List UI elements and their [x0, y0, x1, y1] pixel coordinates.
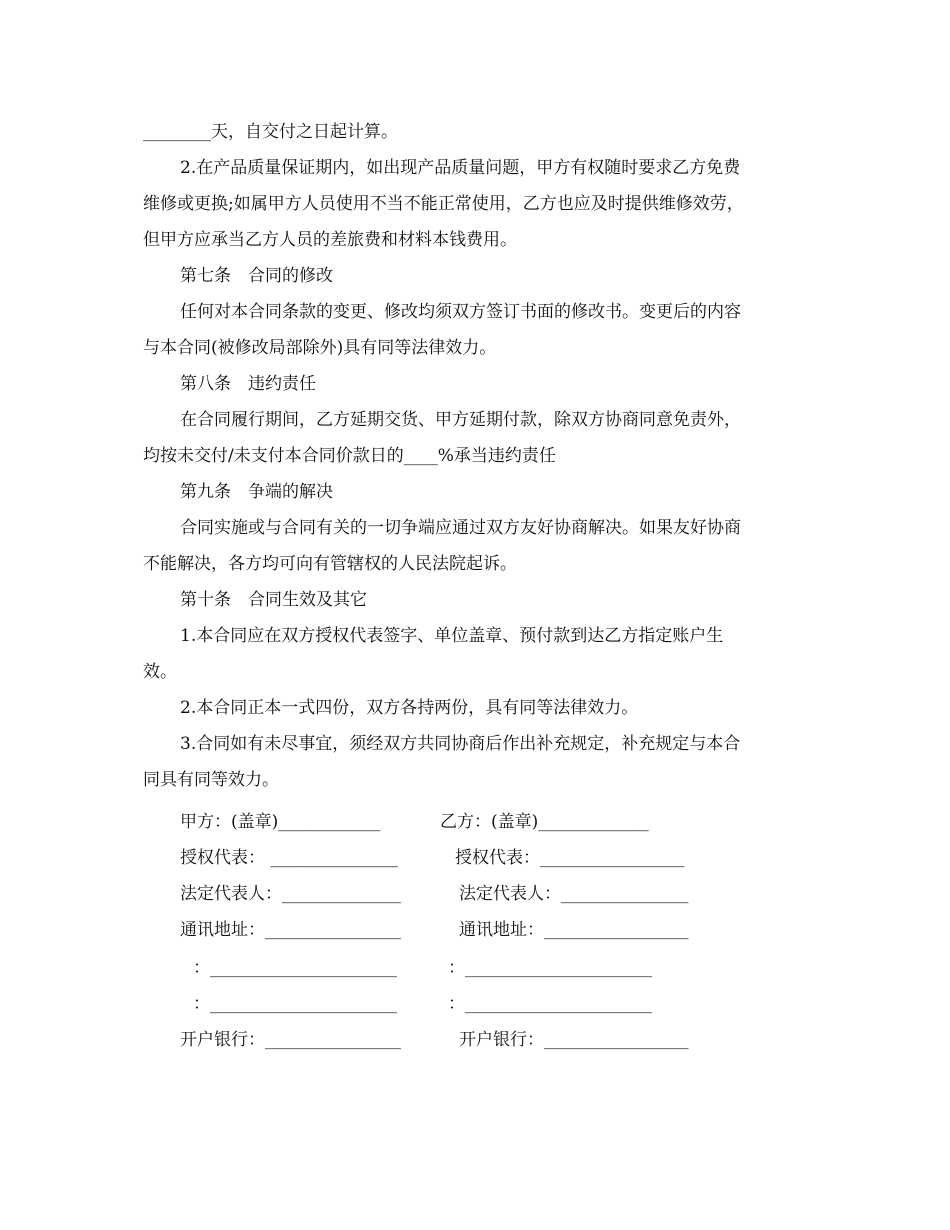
text-line: 但甲方应承当乙方人员的差旅费和材料本钱费用。 — [143, 230, 517, 250]
party-b-bank: 开户银行：_________________ — [459, 1030, 689, 1050]
party-a-seal: 甲方：(盖章)____________ — [180, 812, 381, 832]
party-b-blank-field: ：______________________ — [448, 958, 652, 978]
text-line: 2.在产品质量保证期内，如出现产品质量问题，甲方有权随时要求乙方免费 — [180, 158, 741, 178]
text-line: 2.本合同正本一式四份，双方各持两份，具有同等法律效力。 — [180, 698, 639, 718]
text-line: 不能解决，各方均可向有管辖权的人民法院起诉。 — [143, 554, 517, 574]
text-line: 均按未交付/未支付本合同价款日的____%承当违约责任 — [143, 446, 556, 466]
party-b-legal-rep: 法定代表人：_______________ — [459, 884, 689, 904]
text-line: 同具有同等效力。 — [143, 770, 279, 790]
party-a-bank: 开户银行：________________ — [180, 1030, 401, 1050]
text-line: 在合同履行期间，乙方延期交货、甲方延期付款，除双方协商同意免责外， — [180, 410, 741, 430]
party-b-blank-field: ：______________________ — [448, 994, 652, 1014]
party-a-legal-rep: 法定代表人：______________ — [180, 884, 401, 904]
party-a-address: 通讯地址：________________ — [180, 920, 401, 940]
party-b-authorized-rep: 授权代表：_________________ — [455, 848, 685, 868]
text-line: 任何对本合同条款的变更、修改均须双方签订书面的修改书。变更后的内容 — [180, 302, 741, 322]
text-line: 合同实施或与合同有关的一切争端应通过双方友好协商解决。如果友好协商 — [180, 518, 741, 538]
party-b-seal: 乙方：(盖章)_____________ — [440, 812, 649, 832]
text-line: 效。 — [143, 662, 177, 682]
article-heading: 第十条 合同生效及其它 — [180, 590, 367, 610]
article-heading: 第八条 违约责任 — [180, 374, 316, 394]
text-line: 维修或更换;如属甲方人员使用不当不能正常使用，乙方也应及时提供维修效劳， — [143, 194, 744, 214]
party-a-authorized-rep: 授权代表： _______________ — [180, 848, 398, 868]
text-line: ________天，自交付之日起计算。 — [143, 122, 398, 142]
text-line: 3.合同如有未尽事宜，须经双方共同协商后作出补充规定，补充规定与本合 — [180, 734, 741, 754]
party-a-blank-field: ：______________________ — [193, 994, 397, 1014]
article-heading: 第九条 争端的解决 — [180, 482, 333, 502]
party-a-blank-field: ：______________________ — [193, 958, 397, 978]
text-line: 1.本合同应在双方授权代表签字、单位盖章、预付款到达乙方指定账户生 — [180, 626, 724, 646]
party-b-address: 通讯地址：_________________ — [459, 920, 689, 940]
text-line: 与本合同(被修改局部除外)具有同等法律效力。 — [143, 338, 497, 358]
article-heading: 第七条 合同的修改 — [180, 266, 333, 286]
